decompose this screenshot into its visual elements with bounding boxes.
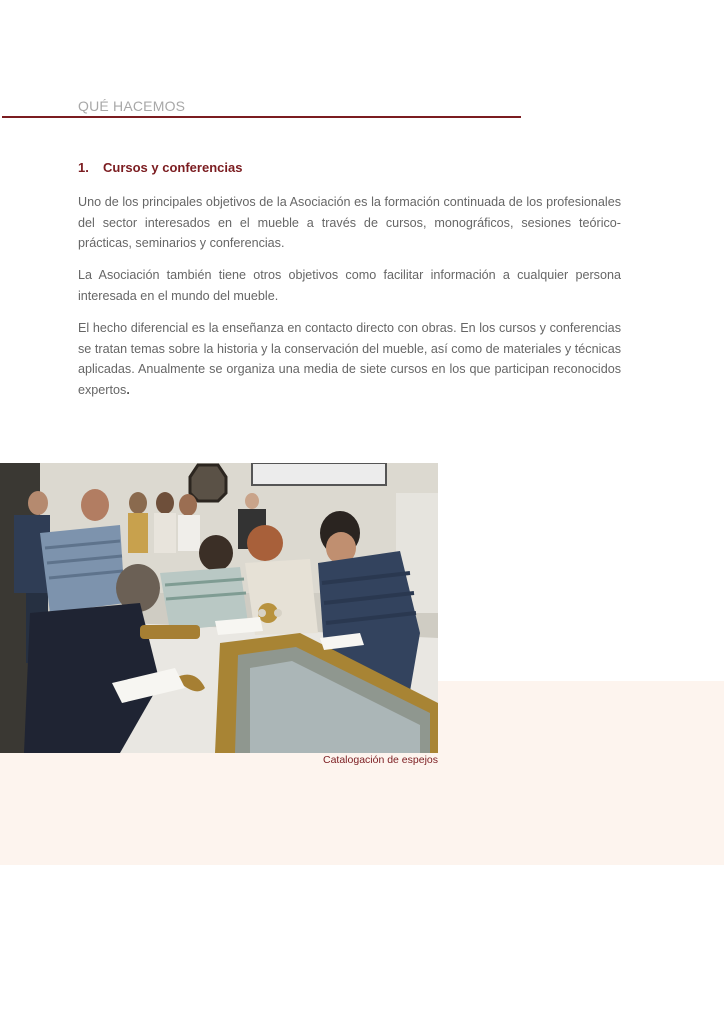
paragraph-1: Uno de los principales objetivos de la Asociación es la formación continuada de los profesionales del sector interesados en el mueble a través de cursos, monográficos, sesiones teórico-prácticas, seminarios y conferencias. xyxy=(78,195,621,250)
heading-label: Cursos y conferencias xyxy=(103,160,243,175)
section-title: QUÉ HACEMOS xyxy=(78,98,186,114)
figure-caption: Catalogación de espejos xyxy=(323,754,438,766)
photo-mirror-cataloguing xyxy=(0,463,438,753)
subsection-heading xyxy=(78,160,242,175)
paragraph-2: La Asociación también tiene otros objetivos como facilitar información a cualquier persona interesada en el mundo del mueble. xyxy=(78,268,621,303)
title-rule xyxy=(2,116,521,118)
paragraph-3-end-mark: . xyxy=(126,382,130,397)
paragraph-3 xyxy=(78,318,621,400)
heading-number: 1. xyxy=(78,160,89,175)
paragraph-3-text: El hecho diferencial es la enseñanza en contacto directo con obras. En los cursos y conferencias se tratan temas sobre la historia y la conservación del mueble, así como de materiales y técnicas aplicadas. Anualmente se organiza una media de siete cursos en los que participan reconocidos expertos xyxy=(78,321,621,397)
